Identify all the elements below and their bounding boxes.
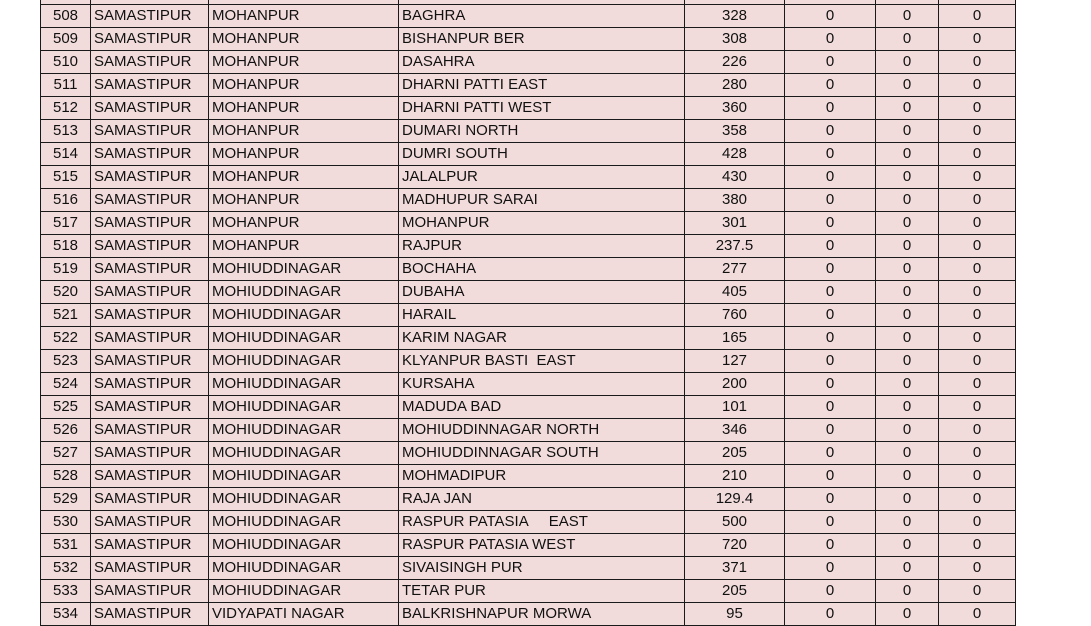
table-row [41, 350, 1016, 373]
count-cell-3[interactable]: 0 [939, 465, 1016, 488]
table-row [41, 97, 1016, 120]
panchayat-cell[interactable]: RAJA JAN [399, 488, 685, 511]
count-cell-3[interactable]: 0 [939, 5, 1016, 28]
count-cell-1[interactable]: 0 [785, 51, 876, 74]
count-cell-1[interactable]: 0 [785, 28, 876, 51]
value-cell[interactable]: 95 [685, 603, 785, 626]
panchayat-cell[interactable]: KURSAHA [399, 373, 685, 396]
table-row [41, 442, 1016, 465]
count-cell-3[interactable]: 0 [939, 74, 1016, 97]
serial-number-cell[interactable]: 529 [41, 488, 91, 511]
count-cell-2[interactable]: 0 [876, 304, 939, 327]
block-cell[interactable]: MOHANPUR [209, 97, 399, 120]
value-cell[interactable]: 328 [685, 5, 785, 28]
serial-number-cell[interactable]: 519 [41, 258, 91, 281]
value-cell[interactable]: 210 [685, 465, 785, 488]
value-cell[interactable]: 129.4 [685, 488, 785, 511]
panchayat-cell[interactable]: RASPUR PATASIA WEST [399, 534, 685, 557]
table-row [41, 373, 1016, 396]
block-cell[interactable]: MOHIUDDINAGAR [209, 442, 399, 465]
table-row [41, 258, 1016, 281]
district-cell[interactable]: SAMASTIPUR [91, 442, 209, 465]
block-cell[interactable]: MOHANPUR [209, 212, 399, 235]
count-cell-2[interactable]: 0 [876, 74, 939, 97]
count-cell-2[interactable]: 0 [876, 120, 939, 143]
panchayat-cell[interactable]: DUMARI NORTH [399, 120, 685, 143]
count-cell-1[interactable]: 0 [785, 304, 876, 327]
count-cell-1[interactable]: 0 [785, 166, 876, 189]
count-cell-3[interactable]: 0 [939, 327, 1016, 350]
panchayat-cell[interactable]: DUMRI SOUTH [399, 143, 685, 166]
table-row [41, 189, 1016, 212]
count-cell-2[interactable]: 0 [876, 580, 939, 603]
district-cell[interactable]: SAMASTIPUR [91, 396, 209, 419]
panchayat-cell[interactable]: DHARNI PATTI WEST [399, 97, 685, 120]
table-row [41, 534, 1016, 557]
count-cell-3[interactable]: 0 [939, 580, 1016, 603]
count-cell-1[interactable]: 0 [785, 511, 876, 534]
count-cell-2[interactable]: 0 [876, 327, 939, 350]
serial-number-cell[interactable]: 515 [41, 166, 91, 189]
count-cell-3[interactable]: 0 [939, 304, 1016, 327]
count-cell-1[interactable]: 0 [785, 74, 876, 97]
count-cell-1[interactable]: 0 [785, 212, 876, 235]
table-row [41, 28, 1016, 51]
count-cell-1[interactable]: 0 [785, 281, 876, 304]
serial-number-cell[interactable]: 510 [41, 51, 91, 74]
panchayat-cell[interactable]: TETAR PUR [399, 580, 685, 603]
panchayat-cell[interactable]: BAGHRA [399, 5, 685, 28]
block-cell[interactable]: MOHANPUR [209, 51, 399, 74]
value-cell[interactable]: 760 [685, 304, 785, 327]
count-cell-3[interactable]: 0 [939, 488, 1016, 511]
block-cell[interactable]: VIDYAPATI NAGAR [209, 603, 399, 626]
panchayat-cell[interactable]: MOHIUDDINNAGAR SOUTH [399, 442, 685, 465]
serial-number-cell[interactable]: 533 [41, 580, 91, 603]
panchayat-cell[interactable]: BISHANPUR BER [399, 28, 685, 51]
block-cell[interactable]: MOHIUDDINAGAR [209, 488, 399, 511]
count-cell-2[interactable]: 0 [876, 442, 939, 465]
district-cell[interactable]: SAMASTIPUR [91, 511, 209, 534]
serial-number-cell[interactable]: 520 [41, 281, 91, 304]
value-cell[interactable]: 165 [685, 327, 785, 350]
table-row [41, 166, 1016, 189]
block-cell[interactable]: MOHIUDDINAGAR [209, 396, 399, 419]
value-cell[interactable]: 428 [685, 143, 785, 166]
block-cell[interactable]: MOHIUDDINAGAR [209, 350, 399, 373]
panchayat-cell[interactable]: BOCHAHA [399, 258, 685, 281]
panchayat-cell[interactable]: DASAHRA [399, 51, 685, 74]
district-cell[interactable]: SAMASTIPUR [91, 603, 209, 626]
serial-number-cell[interactable]: 511 [41, 74, 91, 97]
panchayat-cell[interactable]: MOHMADIPUR [399, 465, 685, 488]
value-cell[interactable]: 308 [685, 28, 785, 51]
panchayat-cell[interactable]: KARIM NAGAR [399, 327, 685, 350]
value-cell[interactable]: 205 [685, 580, 785, 603]
district-cell[interactable]: SAMASTIPUR [91, 350, 209, 373]
panchayat-cell[interactable]: KLYANPUR BASTI EAST [399, 350, 685, 373]
district-cell[interactable]: SAMASTIPUR [91, 51, 209, 74]
block-cell[interactable]: MOHANPUR [209, 235, 399, 258]
count-cell-1[interactable]: 0 [785, 488, 876, 511]
count-cell-3[interactable]: 0 [939, 258, 1016, 281]
count-cell-1[interactable]: 0 [785, 396, 876, 419]
panchayat-cell[interactable]: MOHANPUR [399, 212, 685, 235]
serial-number-cell[interactable]: 524 [41, 373, 91, 396]
block-cell[interactable]: MOHIUDDINAGAR [209, 511, 399, 534]
table-row [41, 511, 1016, 534]
count-cell-1[interactable]: 0 [785, 603, 876, 626]
value-cell[interactable]: 205 [685, 442, 785, 465]
count-cell-2[interactable]: 0 [876, 212, 939, 235]
serial-number-cell[interactable]: 509 [41, 28, 91, 51]
panchayat-cell[interactable]: RAJPUR [399, 235, 685, 258]
value-cell[interactable]: 405 [685, 281, 785, 304]
count-cell-2[interactable]: 0 [876, 373, 939, 396]
count-cell-2[interactable]: 0 [876, 511, 939, 534]
count-cell-1[interactable]: 0 [785, 442, 876, 465]
table-row [41, 327, 1016, 350]
district-cell[interactable]: SAMASTIPUR [91, 281, 209, 304]
district-cell[interactable]: SAMASTIPUR [91, 74, 209, 97]
table-row [41, 235, 1016, 258]
district-cell[interactable]: SAMASTIPUR [91, 166, 209, 189]
table-row [41, 396, 1016, 419]
panchayat-cell[interactable]: DHARNI PATTI EAST [399, 74, 685, 97]
count-cell-3[interactable]: 0 [939, 120, 1016, 143]
count-cell-3[interactable]: 0 [939, 189, 1016, 212]
district-cell[interactable]: SAMASTIPUR [91, 580, 209, 603]
count-cell-3[interactable]: 0 [939, 166, 1016, 189]
panchayat-cell[interactable]: BALKRISHNAPUR MORWA [399, 603, 685, 626]
value-cell[interactable]: 360 [685, 97, 785, 120]
value-cell[interactable]: 430 [685, 166, 785, 189]
panchayat-cell[interactable]: DUBAHA [399, 281, 685, 304]
district-cell[interactable]: SAMASTIPUR [91, 419, 209, 442]
serial-number-cell[interactable]: 508 [41, 5, 91, 28]
data-table [40, 0, 1016, 626]
serial-number-cell[interactable]: 532 [41, 557, 91, 580]
count-cell-2[interactable]: 0 [876, 281, 939, 304]
table-row [41, 281, 1016, 304]
table-row [41, 603, 1016, 626]
count-cell-2[interactable]: 0 [876, 258, 939, 281]
block-cell[interactable]: MOHIUDDINAGAR [209, 373, 399, 396]
serial-number-cell[interactable]: 526 [41, 419, 91, 442]
block-cell[interactable]: MOHANPUR [209, 166, 399, 189]
count-cell-3[interactable]: 0 [939, 143, 1016, 166]
count-cell-3[interactable]: 0 [939, 97, 1016, 120]
district-cell[interactable]: SAMASTIPUR [91, 534, 209, 557]
count-cell-2[interactable]: 0 [876, 534, 939, 557]
count-cell-2[interactable]: 0 [876, 28, 939, 51]
value-cell[interactable]: 371 [685, 557, 785, 580]
district-cell[interactable]: SAMASTIPUR [91, 212, 209, 235]
count-cell-3[interactable]: 0 [939, 235, 1016, 258]
count-cell-1[interactable]: 0 [785, 120, 876, 143]
district-cell[interactable]: SAMASTIPUR [91, 465, 209, 488]
serial-number-cell[interactable]: 534 [41, 603, 91, 626]
table-row [41, 143, 1016, 166]
block-cell[interactable]: MOHIUDDINAGAR [209, 258, 399, 281]
value-cell[interactable]: 127 [685, 350, 785, 373]
district-cell[interactable]: SAMASTIPUR [91, 28, 209, 51]
block-cell[interactable]: MOHIUDDINAGAR [209, 327, 399, 350]
count-cell-2[interactable]: 0 [876, 189, 939, 212]
block-cell[interactable]: MOHIUDDINAGAR [209, 465, 399, 488]
block-cell[interactable]: MOHIUDDINAGAR [209, 557, 399, 580]
count-cell-2[interactable]: 0 [876, 235, 939, 258]
block-cell[interactable]: MOHANPUR [209, 28, 399, 51]
block-cell[interactable]: MOHIUDDINAGAR [209, 534, 399, 557]
district-cell[interactable]: SAMASTIPUR [91, 5, 209, 28]
panchayat-cell[interactable]: HARAIL [399, 304, 685, 327]
count-cell-1[interactable]: 0 [785, 327, 876, 350]
serial-number-cell[interactable]: 523 [41, 350, 91, 373]
serial-number-cell[interactable]: 514 [41, 143, 91, 166]
table-row [41, 419, 1016, 442]
count-cell-2[interactable]: 0 [876, 350, 939, 373]
serial-number-cell[interactable]: 527 [41, 442, 91, 465]
table-row [41, 465, 1016, 488]
count-cell-1[interactable]: 0 [785, 534, 876, 557]
serial-number-cell[interactable]: 517 [41, 212, 91, 235]
count-cell-3[interactable]: 0 [939, 511, 1016, 534]
count-cell-2[interactable]: 0 [876, 97, 939, 120]
count-cell-2[interactable]: 0 [876, 419, 939, 442]
count-cell-3[interactable]: 0 [939, 396, 1016, 419]
block-cell[interactable]: MOHANPUR [209, 189, 399, 212]
block-cell[interactable]: MOHANPUR [209, 143, 399, 166]
count-cell-3[interactable]: 0 [939, 28, 1016, 51]
value-cell[interactable]: 380 [685, 189, 785, 212]
value-cell[interactable]: 101 [685, 396, 785, 419]
count-cell-1[interactable]: 0 [785, 350, 876, 373]
value-cell[interactable]: 358 [685, 120, 785, 143]
block-cell[interactable]: MOHANPUR [209, 120, 399, 143]
count-cell-3[interactable]: 0 [939, 534, 1016, 557]
district-cell[interactable]: SAMASTIPUR [91, 304, 209, 327]
count-cell-2[interactable]: 0 [876, 5, 939, 28]
panchayat-cell[interactable]: MADHUPUR SARAI [399, 189, 685, 212]
count-cell-1[interactable]: 0 [785, 580, 876, 603]
value-cell[interactable]: 237.5 [685, 235, 785, 258]
table-row [41, 212, 1016, 235]
count-cell-3[interactable]: 0 [939, 281, 1016, 304]
count-cell-1[interactable]: 0 [785, 189, 876, 212]
count-cell-1[interactable]: 0 [785, 143, 876, 166]
value-cell[interactable]: 280 [685, 74, 785, 97]
table-row [41, 5, 1016, 28]
district-cell[interactable]: SAMASTIPUR [91, 258, 209, 281]
table-row [41, 304, 1016, 327]
value-cell[interactable]: 277 [685, 258, 785, 281]
count-cell-1[interactable]: 0 [785, 373, 876, 396]
count-cell-2[interactable]: 0 [876, 396, 939, 419]
count-cell-1[interactable]: 0 [785, 5, 876, 28]
count-cell-2[interactable]: 0 [876, 603, 939, 626]
count-cell-3[interactable]: 0 [939, 350, 1016, 373]
serial-number-cell[interactable]: 516 [41, 189, 91, 212]
district-cell[interactable]: SAMASTIPUR [91, 488, 209, 511]
block-cell[interactable]: MOHANPUR [209, 5, 399, 28]
serial-number-cell[interactable]: 525 [41, 396, 91, 419]
table-row [41, 51, 1016, 74]
value-cell[interactable]: 346 [685, 419, 785, 442]
value-cell[interactable]: 720 [685, 534, 785, 557]
block-cell[interactable]: MOHANPUR [209, 74, 399, 97]
district-cell[interactable]: SAMASTIPUR [91, 557, 209, 580]
count-cell-2[interactable]: 0 [876, 465, 939, 488]
count-cell-1[interactable]: 0 [785, 97, 876, 120]
count-cell-2[interactable]: 0 [876, 143, 939, 166]
panchayat-cell[interactable]: SIVAISINGH PUR [399, 557, 685, 580]
count-cell-3[interactable]: 0 [939, 603, 1016, 626]
serial-number-cell[interactable]: 522 [41, 327, 91, 350]
serial-number-cell[interactable]: 530 [41, 511, 91, 534]
count-cell-2[interactable]: 0 [876, 488, 939, 511]
block-cell[interactable]: MOHIUDDINAGAR [209, 419, 399, 442]
table-row [41, 74, 1016, 97]
value-cell[interactable]: 301 [685, 212, 785, 235]
count-cell-3[interactable]: 0 [939, 557, 1016, 580]
table-row [41, 488, 1016, 511]
table-row [41, 120, 1016, 143]
table-row [41, 580, 1016, 603]
district-cell[interactable]: SAMASTIPUR [91, 120, 209, 143]
serial-number-cell[interactable]: 518 [41, 235, 91, 258]
panchayat-cell[interactable]: RASPUR PATASIA EAST [399, 511, 685, 534]
count-cell-1[interactable]: 0 [785, 419, 876, 442]
district-cell[interactable]: SAMASTIPUR [91, 235, 209, 258]
spreadsheet [40, 0, 1015, 626]
panchayat-cell[interactable]: JALALPUR [399, 166, 685, 189]
serial-number-cell[interactable]: 521 [41, 304, 91, 327]
serial-number-cell[interactable]: 531 [41, 534, 91, 557]
serial-number-cell[interactable]: 528 [41, 465, 91, 488]
block-cell[interactable]: MOHIUDDINAGAR [209, 304, 399, 327]
count-cell-3[interactable]: 0 [939, 373, 1016, 396]
district-cell[interactable]: SAMASTIPUR [91, 189, 209, 212]
count-cell-2[interactable]: 0 [876, 166, 939, 189]
value-cell[interactable]: 200 [685, 373, 785, 396]
district-cell[interactable]: SAMASTIPUR [91, 327, 209, 350]
count-cell-1[interactable]: 0 [785, 557, 876, 580]
serial-number-cell[interactable]: 513 [41, 120, 91, 143]
block-cell[interactable]: MOHIUDDINAGAR [209, 580, 399, 603]
count-cell-2[interactable]: 0 [876, 557, 939, 580]
count-cell-2[interactable]: 0 [876, 51, 939, 74]
value-cell[interactable]: 226 [685, 51, 785, 74]
block-cell[interactable]: MOHIUDDINAGAR [209, 281, 399, 304]
table-body [41, 0, 1016, 626]
count-cell-1[interactable]: 0 [785, 258, 876, 281]
count-cell-1[interactable]: 0 [785, 465, 876, 488]
table-row [41, 557, 1016, 580]
count-cell-3[interactable]: 0 [939, 212, 1016, 235]
district-cell[interactable]: SAMASTIPUR [91, 373, 209, 396]
count-cell-3[interactable]: 0 [939, 51, 1016, 74]
serial-number-cell[interactable]: 512 [41, 97, 91, 120]
panchayat-cell[interactable]: MADUDA BAD [399, 396, 685, 419]
value-cell[interactable]: 500 [685, 511, 785, 534]
count-cell-1[interactable]: 0 [785, 235, 876, 258]
panchayat-cell[interactable]: MOHIUDDINNAGAR NORTH [399, 419, 685, 442]
district-cell[interactable]: SAMASTIPUR [91, 97, 209, 120]
district-cell[interactable]: SAMASTIPUR [91, 143, 209, 166]
count-cell-3[interactable]: 0 [939, 442, 1016, 465]
count-cell-3[interactable]: 0 [939, 419, 1016, 442]
